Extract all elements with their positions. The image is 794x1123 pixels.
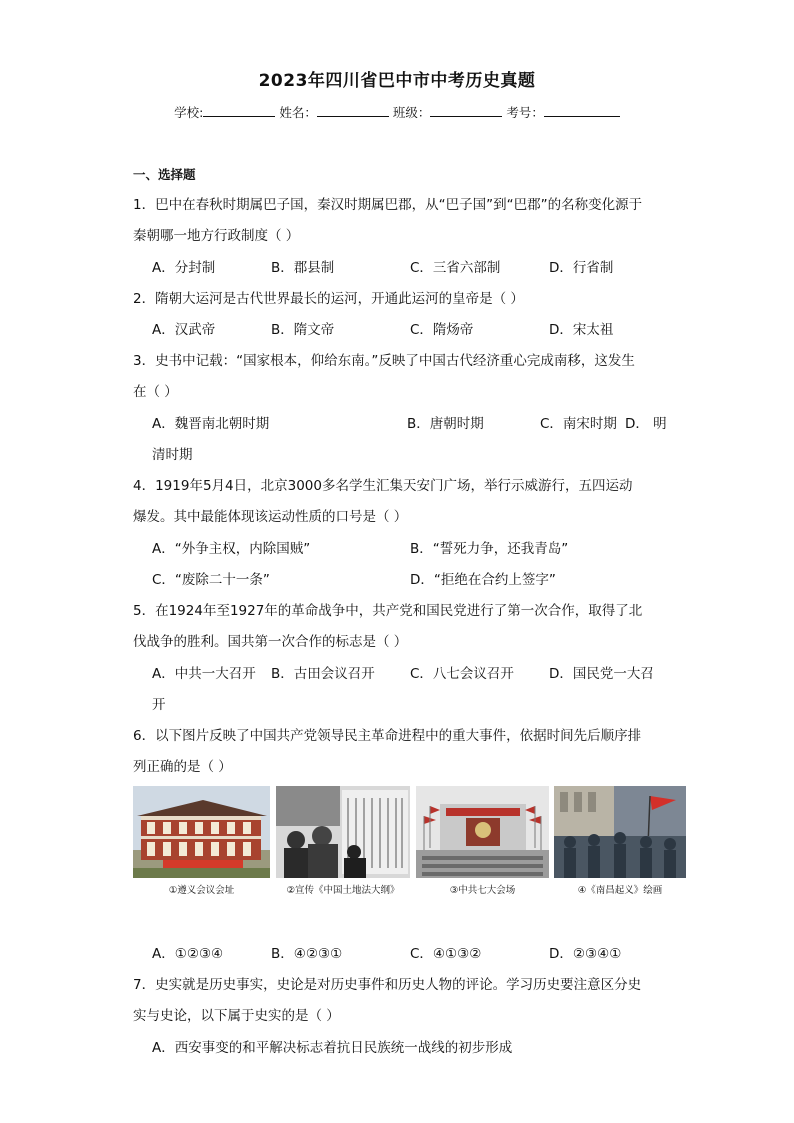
q3-option-d-wrap: 清时期 <box>152 447 193 463</box>
q2-option-a[interactable]: A．汉武帝 <box>152 322 216 338</box>
q5-option-a[interactable]: A．中共一大召开 <box>152 666 256 682</box>
photo-caption-4: ④《南昌起义》绘画 <box>577 885 663 896</box>
history-photo-strip <box>133 786 686 896</box>
id-blank <box>544 104 620 117</box>
seventh-congress-hall-photo <box>416 786 549 878</box>
q6-option-a[interactable]: A．①②③④ <box>152 946 224 962</box>
q5-option-d-wrap: 开 <box>152 697 166 713</box>
class-blank <box>430 104 502 117</box>
q5-option-c[interactable]: C．八七会议召开 <box>410 666 514 682</box>
q3-option-b[interactable]: B．唐朝时期 <box>407 416 484 432</box>
question-1-line-1: 1．巴中在春秋时期属巴子国，秦汉时期属巴郡，从“巴子国”到“巴郡”的名称变化源于 <box>133 197 643 213</box>
question-5-line-2: 伐战争的胜利。国共第一次合作的标志是（ ） <box>133 634 408 650</box>
q2-option-c[interactable]: C．隋炀帝 <box>410 322 474 338</box>
school-blank <box>203 104 275 117</box>
q6-option-b[interactable]: B．④②③① <box>271 946 343 962</box>
exam-title: 2023年四川省巴中市中考历史真题 <box>258 71 536 91</box>
q7-option-a[interactable]: A．西安事变的和平解决标志着抗日民族统一战线的初步形成 <box>152 1040 513 1056</box>
name-label: 姓名： <box>279 105 317 120</box>
q5-option-b[interactable]: B．古田会议召开 <box>271 666 375 682</box>
question-3-line-2: 在（ ） <box>133 384 178 400</box>
land-law-propaganda-photo <box>276 786 410 878</box>
q3-option-d[interactable]: D． 明 <box>625 416 667 432</box>
name-blank <box>317 104 389 117</box>
question-7-line-1: 7．史实就是历史事实，史论是对历史事件和历史人物的评论。学习历史要注意区分史 <box>133 977 642 993</box>
q2-option-d[interactable]: D．宋太祖 <box>549 322 614 338</box>
q2-option-b[interactable]: B．隋文帝 <box>271 322 335 338</box>
photo-caption-1: ①遵义会议会址 <box>168 885 235 896</box>
photo-caption-3: ③中共七大会场 <box>449 885 516 896</box>
question-1-line-2: 秦朝哪一地方行政制度（ ） <box>133 228 300 244</box>
school-label: 学校: <box>174 105 204 120</box>
q5-option-d[interactable]: D．国民党一大召 <box>549 666 654 682</box>
q4-option-b[interactable]: B．“誓死力争，还我青岛” <box>410 541 569 557</box>
question-2-line-1: 2．隋朝大运河是古代世界最长的运河，开通此运河的皇帝是（ ） <box>133 291 524 307</box>
q6-option-c[interactable]: C．④①③② <box>410 946 482 962</box>
q1-option-d[interactable]: D．行省制 <box>549 260 614 276</box>
class-label: 班级： <box>392 105 431 120</box>
question-3-line-1: 3．史书中记载：“国家根本，仰给东南。”反映了中国古代经济重心完成南移，这发生 <box>133 353 635 369</box>
question-4-line-2: 爆发。其中最能体现该运动性质的口号是（ ） <box>133 509 408 525</box>
question-6-line-2: 列正确的是（ ） <box>133 759 232 775</box>
photo-caption-2: ②宣传《中国土地法大纲》 <box>286 885 400 896</box>
q1-option-b[interactable]: B．郡县制 <box>271 260 335 276</box>
q4-option-d[interactable]: D．“拒绝在合约上签字” <box>410 572 556 588</box>
id-label: 考号： <box>506 105 544 120</box>
q4-option-c[interactable]: C．“废除二十一条” <box>152 572 270 588</box>
question-6-line-1: 6．以下图片反映了中国共产党领导民主革命进程中的重大事件，依据时间先后顺序排 <box>133 728 642 744</box>
q3-option-a[interactable]: A．魏晋南北朝时期 <box>152 416 270 432</box>
q1-option-c[interactable]: C．三省六部制 <box>410 260 501 276</box>
question-7-line-2: 实与史论，以下属于史实的是（ ） <box>133 1008 340 1024</box>
q3-option-c[interactable]: C．南宋时期 <box>540 416 617 432</box>
section-heading: 一、选择题 <box>133 167 196 182</box>
q1-option-a[interactable]: A．分封制 <box>152 260 216 276</box>
nanchang-uprising-painting <box>554 786 686 878</box>
q6-option-d[interactable]: D．②③④① <box>549 946 622 962</box>
question-4-line-1: 4．1919年5月4日，北京3000多名学生汇集天安门广场，举行示威游行，五四运动 <box>133 478 633 494</box>
q4-option-a[interactable]: A．“外争主权，内除国贼” <box>152 541 311 557</box>
student-info-row <box>0 103 794 121</box>
zunyi-meeting-site-photo <box>133 786 270 878</box>
question-5-line-1: 5．在1924年至1927年的革命战争中，共产党和国民党进行了第一次合作，取得了北 <box>133 603 643 619</box>
